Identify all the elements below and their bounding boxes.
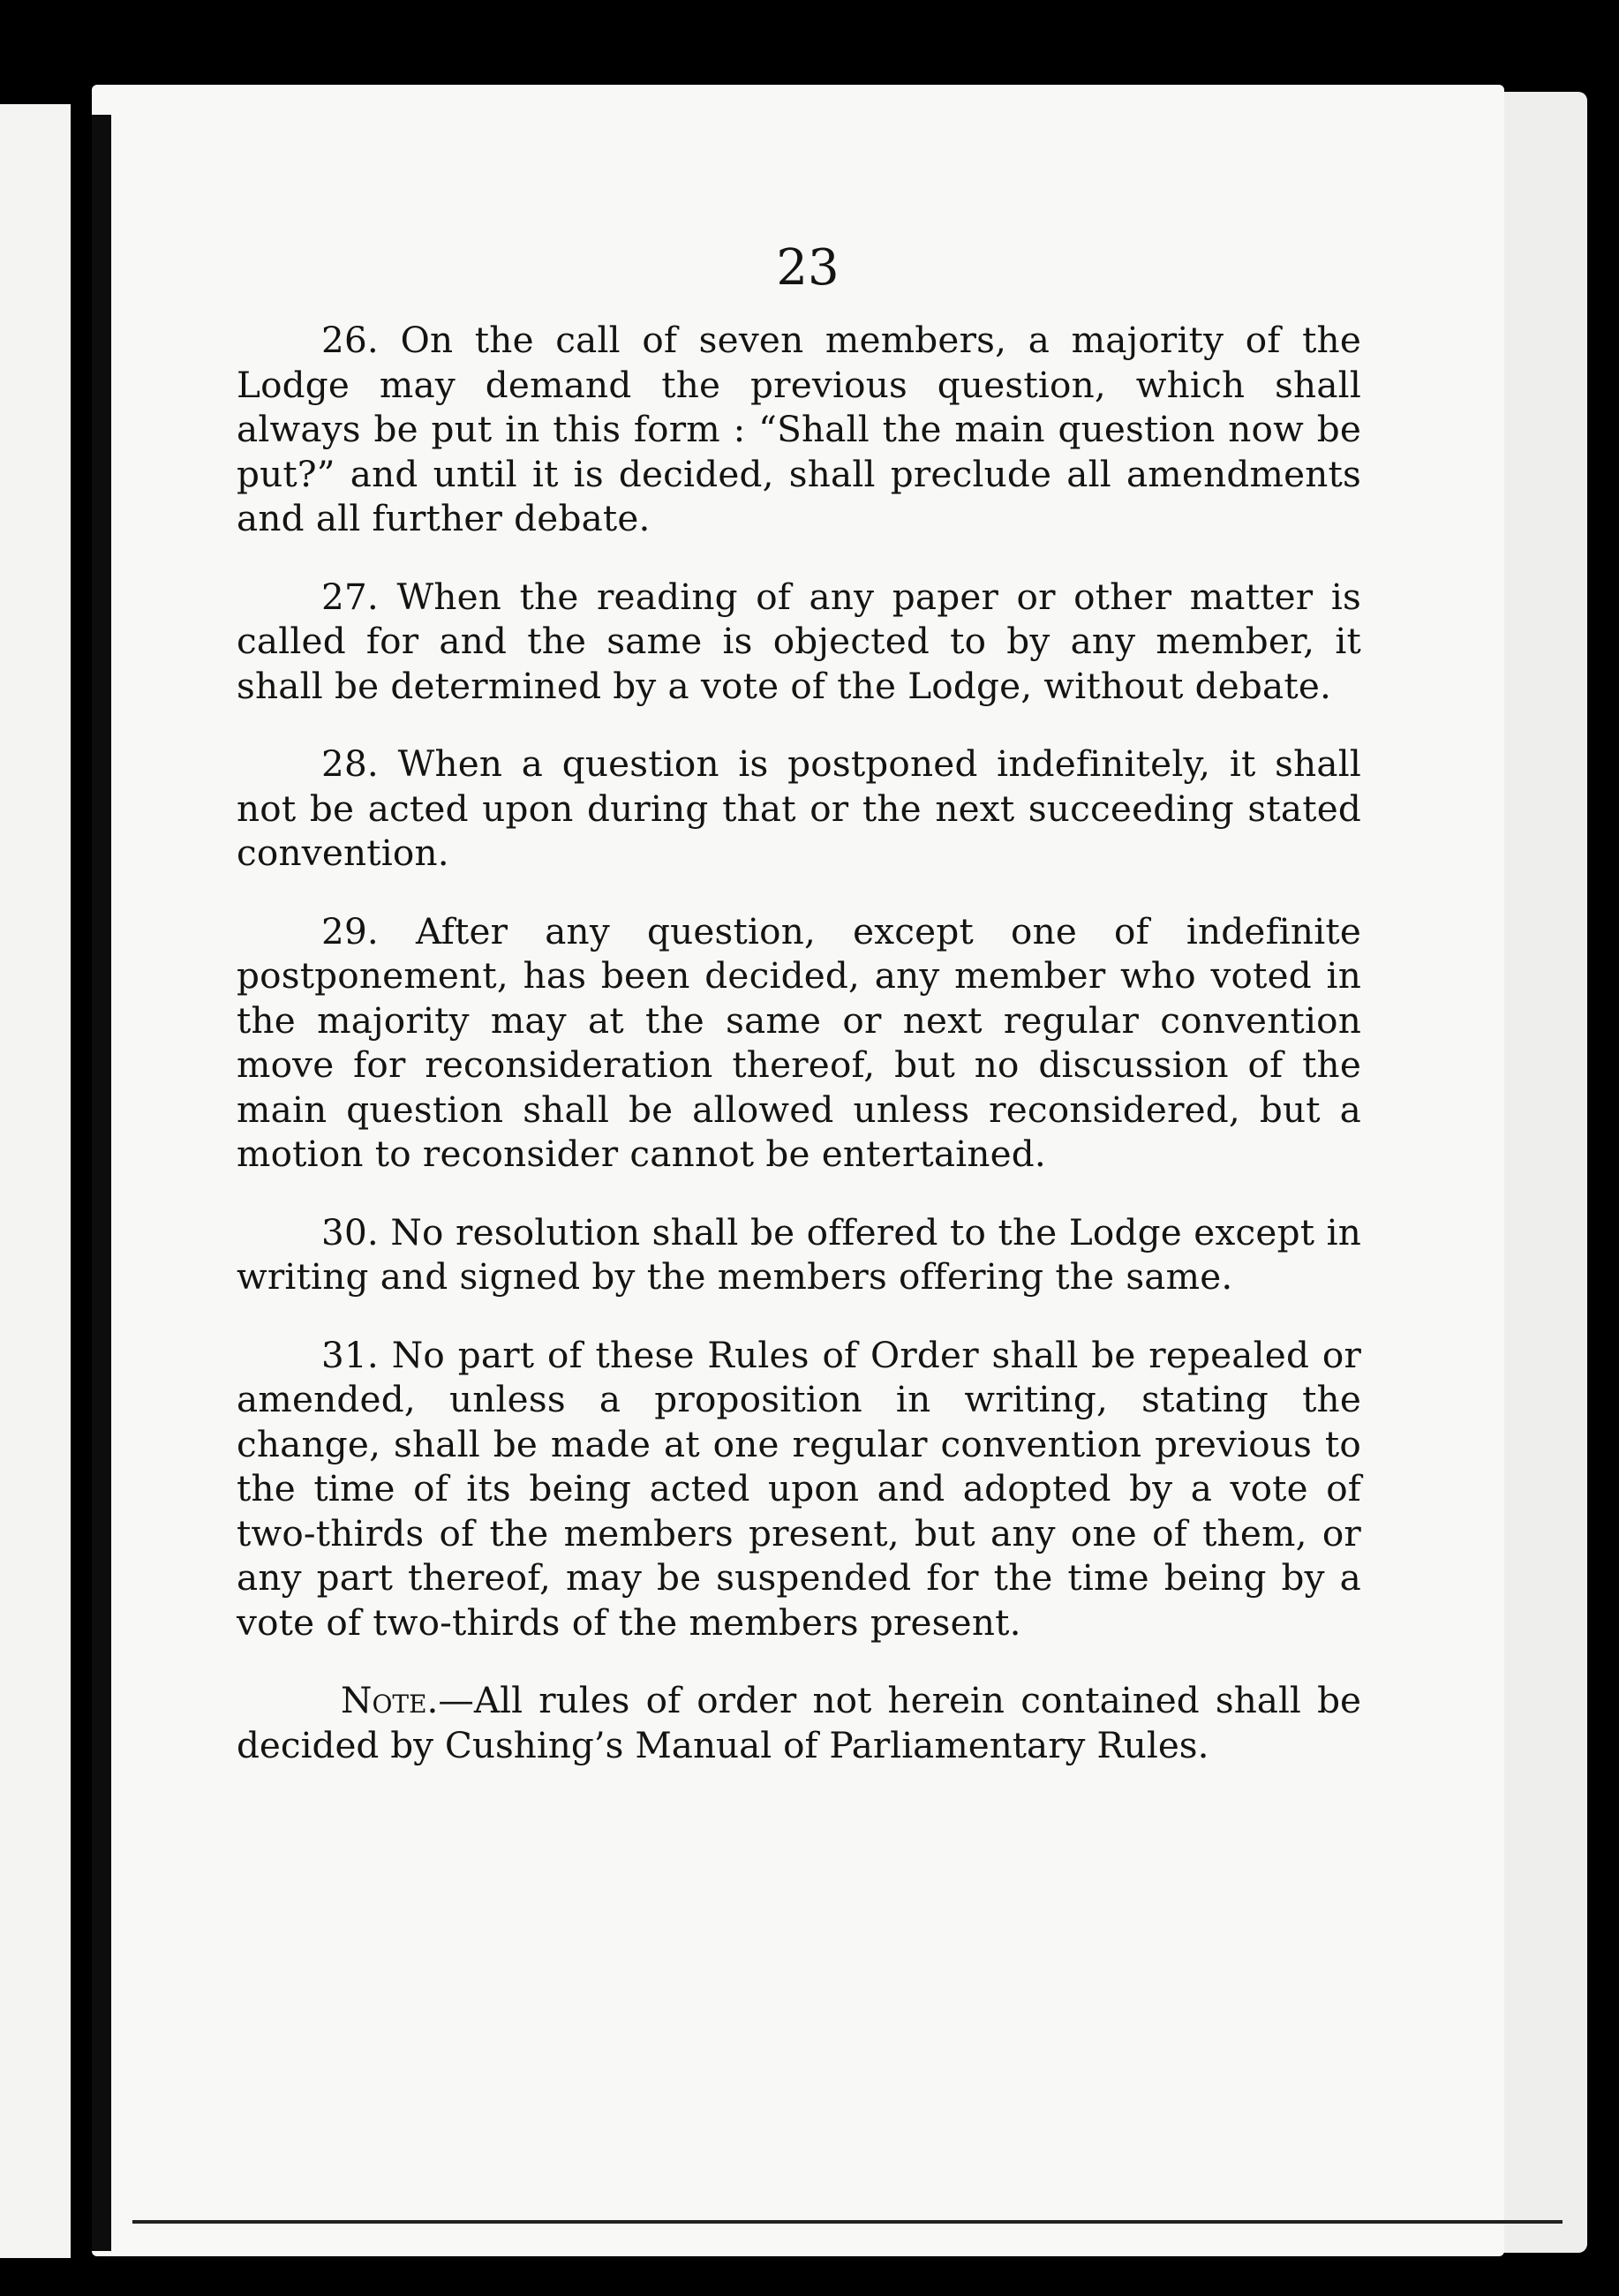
rule-number: 29.	[321, 909, 380, 952]
rule-text: No part of these Rules of Order shall be repealed or amended, unless a proposition in writing, stating the change, shall be made at one regular convention previous to the time of its being acted upon and adopted by a vote of two-thirds of the members present, but any one of them, or any part thereof, may be suspended for the time being by a vote of two-thirds of the members present.	[237, 1333, 1361, 1644]
page-edge	[1499, 92, 1587, 2253]
note-label: Note.	[341, 1679, 439, 1721]
note	[237, 1678, 1361, 1767]
rule-29	[237, 909, 1361, 1177]
book-binding	[92, 115, 111, 2251]
page-text	[237, 237, 1361, 1767]
rule-number: 31.	[321, 1333, 380, 1376]
rule-number: 28.	[321, 742, 380, 785]
rule-text: After any question, except one of indefinite postponement, has been decided, any member who voted in the majority may at the same or next regular convention move for reconsideration thereof, but no discussion of the main question shall be allowed unless reconsidered, but a motion to reconsider cannot be entertained.	[237, 909, 1361, 1175]
rule-text: On the call of seven members, a majority of the Lodge may demand the previous question, which shall always be put in this form : “Shall the main question now be put?” and until it is decided, shall preclude all amendments and all further debate.	[237, 319, 1361, 539]
rule-31	[237, 1333, 1361, 1645]
rule-number: 27.	[321, 575, 380, 618]
rule-30	[237, 1210, 1361, 1299]
rule-text: When the reading of any paper or other matter is called for and the same is objected to by any member, it shall be determined by a vote of the Lodge, without debate.	[237, 575, 1361, 707]
rule-text: No resolution shall be offered to the Lodge except in writing and signed by the members offering the same.	[237, 1210, 1362, 1298]
page-bottom-edge	[132, 2220, 1563, 2224]
page-number: 23	[776, 239, 840, 297]
rule-28	[237, 741, 1361, 876]
note-text: —All rules of order not herein contained shall be decided by Cushing’s Manual of Parliamentary Rules.	[237, 1679, 1361, 1766]
rule-number: 26.	[321, 319, 380, 361]
rule-number: 30.	[321, 1210, 380, 1253]
rule-27	[237, 575, 1361, 709]
facing-page-edge	[0, 104, 71, 2258]
rule-text: When a question is postponed indefinitely, it shall not be acted upon during that or the next succeeding stated convention.	[237, 742, 1362, 874]
rule-26	[237, 318, 1361, 541]
